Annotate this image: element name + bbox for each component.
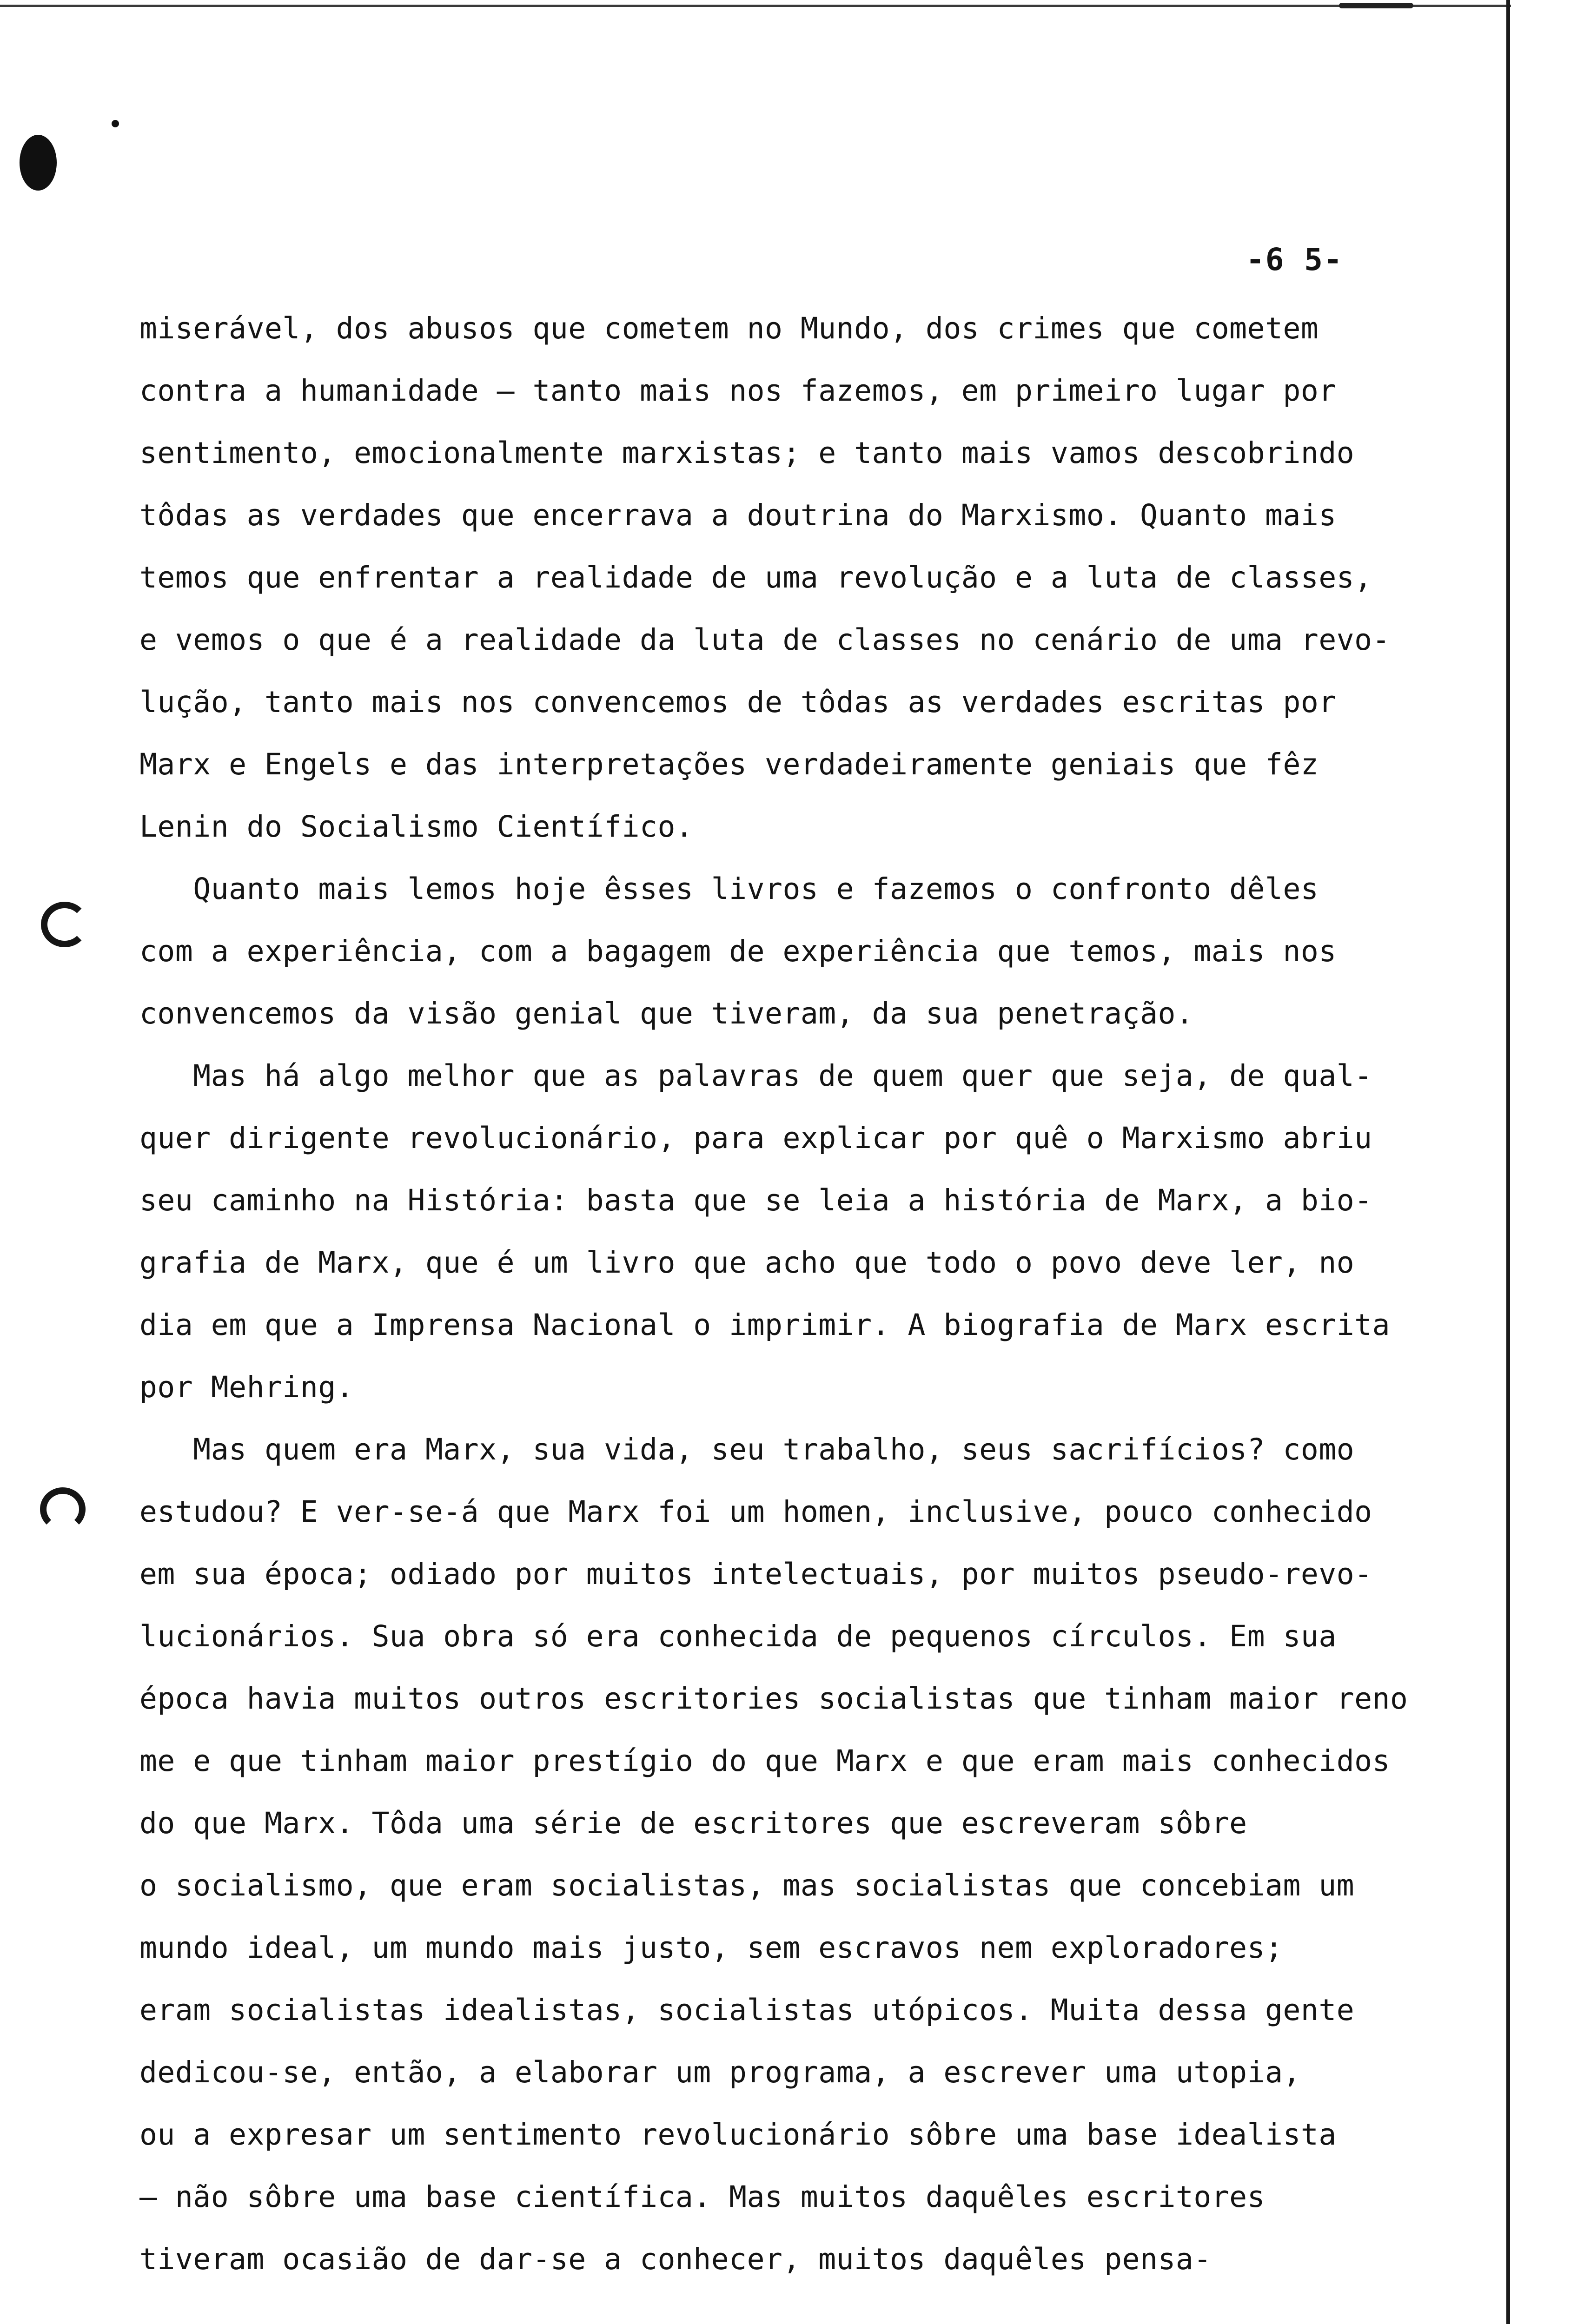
text-line: quer dirigente revolucionário, para explicar por quê o Marxismo abriu (139, 1121, 1372, 1155)
text-line: dia em que a Imprensa Nacional o imprimir. A biografia de Marx escrita (139, 1308, 1391, 1342)
text-line: sentimento, emocionalmente marxistas; e tanto mais vamos descobrindo (139, 436, 1355, 470)
text-line: miserável, dos abusos que cometem no Mundo, dos crimes que cometem (139, 311, 1319, 345)
text-line: Lenin do Socialismo Científico. (139, 810, 694, 844)
text-line: convencemos da visão genial que tiveram, da sua penetração. (139, 997, 1194, 1030)
text-line: estudou? E ver-se-á que Marx foi um homen, inclusive, pouco conhecido (139, 1495, 1372, 1529)
text-line: e vemos o que é a realidade da luta de classes no cenário de uma revo- (139, 623, 1391, 657)
text-line: — não sôbre uma base científica. Mas muitos daquêles escritores (139, 2180, 1266, 2214)
text-line: tiveram ocasião de dar-se a conhecer, muitos daquêles pensa- (139, 2242, 1212, 2276)
page-number: -6 5- (1246, 242, 1343, 277)
text-line: eram socialistas idealistas, socialistas utópicos. Muita dessa gente (139, 1993, 1355, 2027)
text-line: contra a humanidade — tanto mais nos fazemos, em primeiro lugar por (139, 374, 1337, 408)
binder-ring-mark (41, 902, 88, 947)
text-line: em sua época; odiado por muitos intelectuais, por muitos pseudo-revo- (139, 1557, 1372, 1591)
text-line: ou a expresar um sentimento revolucionário sôbre uma base idealista (139, 2118, 1337, 2152)
text-line: temos que enfrentar a realidade de uma revolução e a luta de classes, (139, 561, 1372, 594)
text-line: por Mehring. (139, 1370, 354, 1404)
binder-ring-mark (40, 1487, 86, 1531)
punch-hole-mark (20, 135, 57, 191)
text-line: época havia muitos outros escritories socialistas que tinham maior reno (139, 1682, 1408, 1716)
text-line: com a experiência, com a bagagem de experiência que temos, mais nos (139, 934, 1337, 968)
text-line: me e que tinham maior prestígio do que Marx e que eram mais conhecidos (139, 1744, 1391, 1778)
text-line: Marx e Engels e das interpretações verdadeiramente geniais que fêz (139, 747, 1319, 781)
ink-dot-mark (112, 120, 119, 127)
text-line: do que Marx. Tôda uma série de escritores que escreveram sôbre (139, 1806, 1247, 1840)
text-line: tôdas as verdades que encerrava a doutrina do Marxismo. Quanto mais (139, 498, 1337, 532)
body-text (139, 297, 1497, 2291)
text-line: lucionários. Sua obra só era conhecida de pequenos círculos. Em sua (139, 1619, 1337, 1653)
scan-top-edge (0, 5, 1511, 7)
scan-top-mark (1339, 3, 1413, 8)
text-line: lução, tanto mais nos convencemos de tôdas as verdades escritas por (139, 685, 1337, 719)
scan-right-edge (1506, 0, 1510, 2324)
text-line: Quanto mais lemos hoje êsses livros e fazemos o confronto dêles (139, 872, 1319, 906)
text-line: mundo ideal, um mundo mais justo, sem escravos nem exploradores; (139, 1931, 1283, 1965)
text-line: grafia de Marx, que é um livro que acho que todo o povo deve ler, no (139, 1246, 1355, 1280)
text-line: Mas há algo melhor que as palavras de quem quer que seja, de qual- (139, 1059, 1372, 1093)
text-line: Mas quem era Marx, sua vida, seu trabalho, seus sacrifícios? como (139, 1433, 1355, 1466)
text-line: dedicou-se, então, a elaborar um programa, a escrever uma utopia, (139, 2055, 1301, 2089)
text-line: seu caminho na História: basta que se leia a história de Marx, a bio- (139, 1183, 1372, 1217)
text-line: o socialismo, que eram socialistas, mas socialistas que concebiam um (139, 1868, 1355, 1902)
